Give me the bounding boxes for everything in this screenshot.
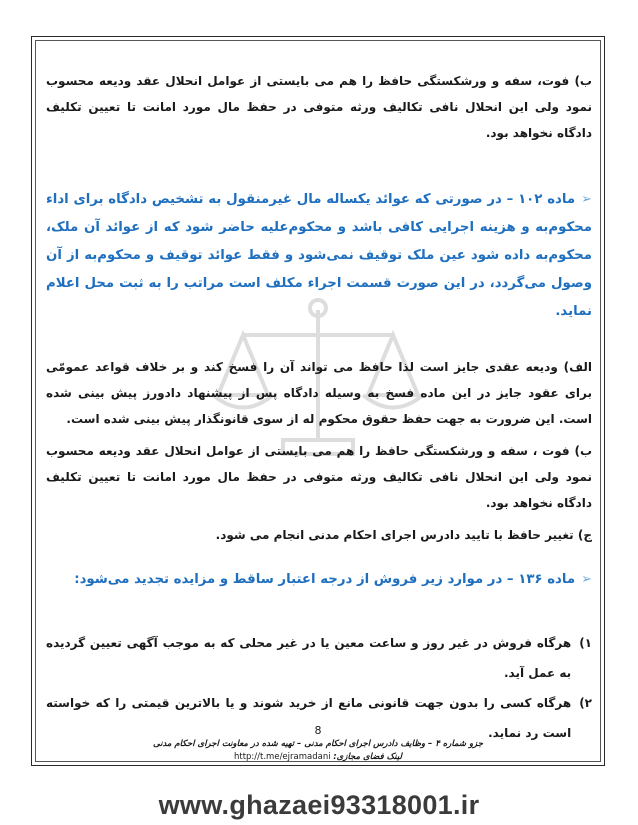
paragraph-b-2	[46, 438, 592, 516]
paragraph-label: الف)	[563, 360, 592, 374]
footer-link-row	[31, 751, 605, 764]
paragraph-alef	[46, 354, 592, 432]
check-arrow-icon: ➢	[581, 572, 592, 587]
footer-series-line: جزو شماره ۴ – وظایف دادرس اجرای احکام مدنی – تهیه شده در معاونت اجرای احکام مدنی	[153, 739, 483, 749]
telegram-channel-link[interactable]: http://t.me/ejramadani	[233, 752, 331, 762]
list-item-text: هرگاه کسی را بدون جهت قانونی مانع از خرید شوند و یا بالاترین قیمتی را که خواسته است رد نماید.	[46, 696, 572, 740]
article-136-heading	[46, 566, 592, 594]
footer-link-label: لینک فضای مجازی:	[333, 752, 402, 762]
paragraph-label: ب)	[574, 444, 592, 458]
paragraph-text: ودیعه عقدی جایز است لذا حافظ می تواند آن را فسخ کند و بر خلاف قواعد عمومّی برای عقود جایز در این ماده فسخ به وسیله دادگاه پس از پیشنهاد دادورز پیش بینی شده است. این ضرورت به جهت حفظ حقوق محکوم له از سوی قانونگذار پیش بینی شده است.	[46, 360, 592, 426]
paragraph-label: ب)	[574, 74, 592, 88]
page-number: 8	[314, 724, 322, 737]
article-102-heading	[46, 186, 592, 326]
paragraph-label: ج)	[577, 528, 592, 542]
list-item	[46, 628, 592, 688]
document-body	[46, 68, 592, 748]
list-item-number: ۱)	[579, 636, 592, 650]
list-item-number: ۲)	[579, 696, 592, 710]
website-stamp: www.ghazaei93318001.ir	[158, 790, 480, 820]
list-item-text: هرگاه فروش در غیر روز و ساعت معین یا در غیر محلی که به موجب آگهی تعیین گردیده به عمل آید.	[46, 636, 572, 680]
page-footer	[31, 724, 605, 764]
check-arrow-icon: ➢	[581, 192, 592, 207]
paragraph-text: فوت ، سفه و ورشکستگی حافظ را هم می بایستی از عوامل انحلال عقد ودیعه محسوب نمود ولی این انحلال نافی تکالیف ورثه متوفی در حفظ مال مورد امانت تا تعیین تکلیف دادگاه نخواهد بود.	[46, 444, 592, 510]
article-102-text: ماده ۱۰۲ – در صورتی که عوائد یکساله مال غیرمنقول به تشخیص دادگاه برای اداء محکوم‌به و هزینه اجرایی کافی باشد و محکوم‌علیه حاضر شود که از عوائد آن ملک، محکوم‌به داده شود عین ملک توقیف نمی‌شود و فقط عوائد توقیف و محکوم‌به از آن وصول می‌گردد، در این صورت قسمت اجراء مکلف است مراتب را به ثبت محل اعلام نماید.	[46, 192, 592, 319]
paragraph-b-1	[46, 68, 592, 146]
paragraph-text: فوت، سفه و ورشکستگی حافظ را هم می بایستی از عوامل انحلال عقد ودیعه محسوب نمود ولی این انحلال نافی تکالیف ورثه متوفی در حفظ مال مورد امانت تا تعیین تکلیف دادگاه نخواهد بود.	[46, 74, 592, 140]
article-136-text: ماده ۱۳۶ – در موارد زیر فروش از درجه اعتبار ساقط و مزایده تجدید می‌شود:	[74, 572, 576, 587]
paragraph-text: تغییر حافظ با تایید دادرس اجرای احکام مدنی انجام می شود.	[215, 528, 574, 542]
paragraph-j	[46, 522, 592, 548]
